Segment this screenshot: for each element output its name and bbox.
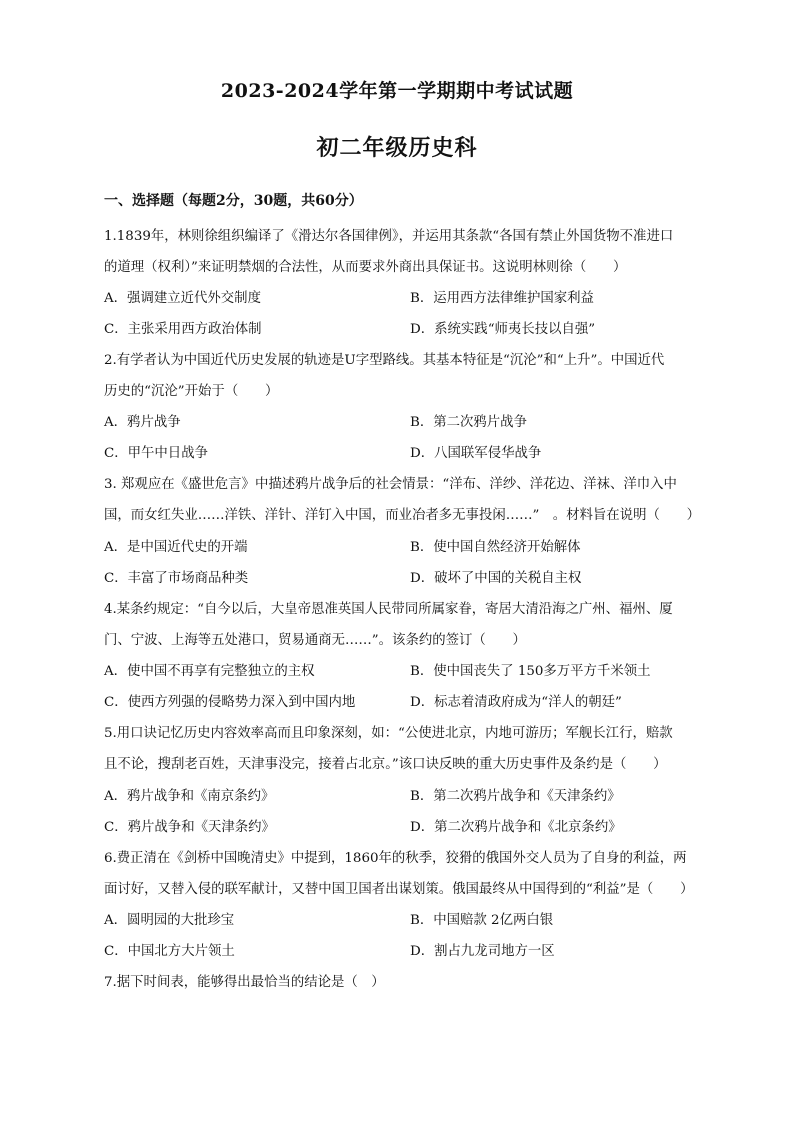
question-5-option-c: C．鸦片战争和《天津条约》 (104, 820, 275, 835)
question-1-line-1: 1.1839年，林则徐组织编译了《滑达尔各国律例》，并运用其条款“各国有禁止外国货物不准进口 (104, 229, 674, 244)
question-2-option-c: C．甲午中日战争 (104, 446, 208, 461)
question-3-option-a: A．是中国近代史的开端 (104, 540, 248, 555)
question-2-line-2: 历史的“沉沦”开始于（ ） (104, 384, 279, 399)
question-6-option-d: D．割占九龙司地方一区 (410, 944, 555, 959)
question-4-option-d: D．标志着清政府成为“洋人的朝廷” (410, 695, 622, 710)
question-5-option-b: B．第二次鸦片战争和《天津条约》 (410, 789, 621, 804)
question-3-line-1: 3. 郑观应在《盛世危言》中描述鸦片战争后的社会情景：“洋布、洋纱、洋花边、洋袜、洋巾入中 (104, 477, 677, 492)
question-2-line-1: 2.有学者认为中国近代历史发展的轨迹是U字型路线。其基本特征是“沉沦”和“上升”。中国近代 (104, 353, 665, 368)
question-6-option-c: C．中国北方大片领土 (104, 944, 235, 959)
exam-subtitle: 初二年级历史科 (316, 135, 478, 161)
question-3-line-2: 国，而女红失业……洋铁、洋针、洋钉入中国，而业冶者多无事投闲……” 。材料旨在说明（ ） (104, 508, 701, 523)
question-7-line-1: 7.据下时间表，能够得出最恰当的结论是（ ） (104, 975, 385, 990)
question-2-option-a: A．鸦片战争 (104, 415, 181, 430)
question-4-line-1: 4.某条约规定：“自今以后，大皇帝恩准英国人民带同所属家眷，寄居大清沿海之广州、福州、厦 (104, 602, 673, 617)
question-2-option-b: B．第二次鸦片战争 (410, 415, 527, 430)
question-1-option-a: A．强调建立近代外交制度 (104, 291, 261, 306)
question-3-option-b: B．使中国自然经济开始解体 (410, 540, 581, 555)
question-4-option-b: B．使中国丧失了 150多万平方千米领土 (410, 664, 651, 679)
question-1-option-d: D．系统实践“师夷长技以自强” (410, 322, 596, 337)
question-5-line-2: 且不论，搜刮老百姓，天津事没完，接着占北京。”该口诀反映的重大历史事件及条约是（ ） (104, 757, 667, 772)
question-6-line-2: 面讨好，又替入侵的联军献计，又替中国卫国者出谋划策。俄国最终从中国得到的“利益”是（ ） (104, 882, 694, 897)
question-1-option-c: C．主张采用西方政治体制 (104, 322, 262, 337)
section-heading: 一、选择题（每题2分，30题，共60分） (104, 193, 363, 209)
question-3-option-c: C．丰富了市场商品种类 (104, 571, 249, 586)
question-6-option-a: A．圆明园的大批珍宝 (104, 913, 235, 928)
question-4-option-c: C．使西方列强的侵略势力深入到中国内地 (104, 695, 356, 710)
question-5-line-1: 5.用口诀记忆历史内容效率高而且印象深刻，如：“公使进北京，内地可游历；军舰长江行，赔款 (104, 726, 673, 741)
question-5-option-a: A．鸦片战争和《南京条约》 (104, 789, 275, 804)
question-1-option-b: B．运用西方法律维护国家利益 (410, 291, 594, 306)
question-5-option-d: D．第二次鸦片战争和《北京条约》 (410, 820, 622, 835)
exam-title: 2023-2024学年第一学期期中考试试题 (220, 80, 574, 102)
question-6-option-b: B．中国赔款 2亿两白银 (410, 913, 554, 928)
question-2-option-d: D．八国联军侵华战争 (410, 446, 542, 461)
question-3-option-d: D．破坏了中国的关税自主权 (410, 571, 582, 586)
question-4-line-2: 门、宁波、上海等五处港口，贸易通商无……”。该条约的签订（ ） (104, 633, 526, 648)
question-1-line-2: 的道理（权利）”来证明禁烟的合法性，从而要求外商出具保证书。这说明林则徐（ ） (104, 260, 627, 275)
question-4-option-a: A．使中国不再享有完整独立的主权 (104, 664, 315, 679)
question-6-line-1: 6.费正清在《剑桥中国晚清史》中提到，1860年的秋季，狡猾的俄国外交人员为了自身的利益，两 (104, 851, 687, 866)
